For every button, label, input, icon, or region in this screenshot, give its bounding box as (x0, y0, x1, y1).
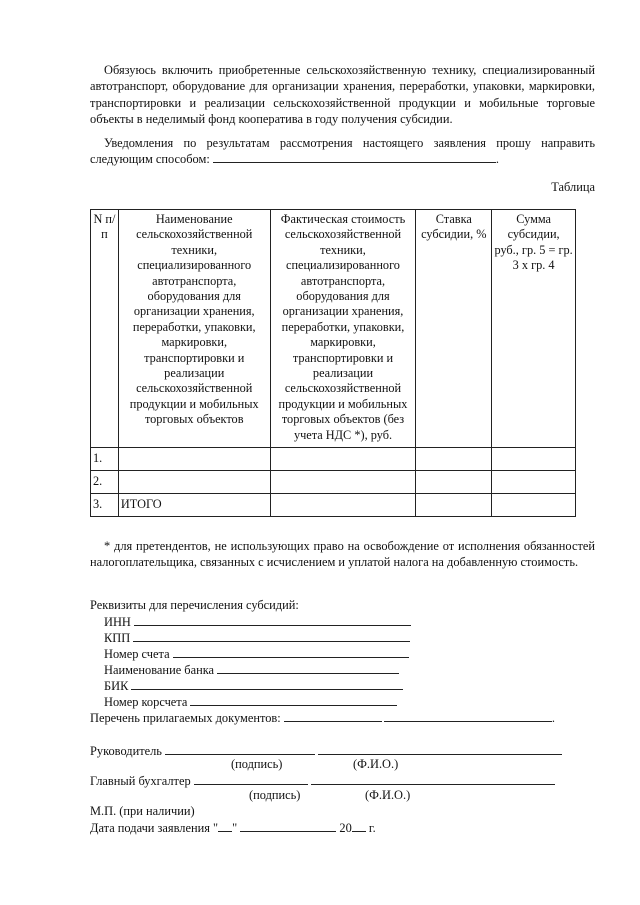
account-field[interactable] (173, 646, 409, 658)
attachments-field[interactable] (284, 710, 382, 722)
date-month-field[interactable] (240, 820, 336, 832)
rate-cell[interactable] (416, 471, 492, 494)
header-cost: Фактическая стоимость сельскохозяйственной техники, специализированного автотранспорта, оборудования для организации хранения, переработки, упаковки, маркировки, транспортировки и реализации сельскохозяйственной продукции и мобильных торговых объектов (без учета НДС *), руб. (270, 210, 416, 448)
kpp-field[interactable] (133, 630, 410, 642)
head-signature-row: Руководитель (90, 743, 562, 759)
requisites-title: Реквизиты для перечисления субсидий: (90, 598, 299, 612)
sign-hint: (подпись) (231, 757, 283, 771)
total-label-cell: ИТОГО (118, 494, 270, 517)
account-row: Номер счета (104, 646, 409, 662)
accountant-name-field[interactable] (311, 773, 555, 785)
notification-method-field[interactable] (213, 151, 496, 163)
sum-cell[interactable] (492, 471, 576, 494)
notification-text: Уведомления по результатам рассмотрения настоящего заявления прошу направить следующим способом: (90, 136, 595, 167)
stamp-label: М.П. (при наличии) (90, 804, 195, 818)
accountant-signature-field[interactable] (194, 773, 308, 785)
name-cell[interactable] (118, 471, 270, 494)
attachments-field-2[interactable] (384, 710, 552, 722)
name-cell[interactable] (118, 448, 270, 471)
head-name-field[interactable] (318, 743, 562, 755)
table-caption: Таблица (551, 180, 595, 194)
table-row: 3. ИТОГО (91, 494, 576, 517)
header-num: N п/п (91, 210, 119, 448)
date-year-field[interactable] (352, 820, 366, 832)
head-signature-field[interactable] (165, 743, 315, 755)
rate-cell[interactable] (416, 448, 492, 471)
cost-cell[interactable] (270, 471, 416, 494)
table-row: 2. (91, 471, 576, 494)
date-day-field[interactable] (218, 820, 232, 832)
commitment-paragraph (90, 62, 595, 127)
bank-field[interactable] (217, 662, 399, 674)
rate-cell[interactable] (416, 494, 492, 517)
subsidy-table (90, 209, 576, 517)
date-row: Дата подачи заявления " " 20 г. (90, 821, 376, 835)
header-name: Наименование сельскохозяйственной техники, специализированного автотранспорта, оборудования для организации хранения, переработки, упаковки, маркировки, транспортировки и реализации сельскохозяйственной продукции и мобильных торговых объектов (118, 210, 270, 448)
inn-row: ИНН (104, 614, 411, 630)
sign-hint: (подпись) (249, 788, 301, 802)
inn-field[interactable] (134, 614, 411, 626)
bank-row: Наименование банка (104, 662, 399, 678)
cost-cell[interactable] (270, 448, 416, 471)
bik-row: БИК (104, 678, 403, 694)
attachments-row: Перечень прилагаемых документов: . (90, 711, 555, 725)
bik-field[interactable] (131, 678, 403, 690)
commitment-text: Обязуюсь включить приобретенные сельскохозяйственную технику, специализированный автотранспорт, оборудование для организации хранения, переработки, упаковки, маркировки, транспортировки и реализации сельскохозяйственной продукции и мобильные торговые объекты в неделимый фонд кооператива в году получения субсидии. (90, 63, 595, 126)
footnote: * для претендентов, не использующих право на освобождение от исполнения обязанностей налогоплательщика, связанных с исчислением и уплатой налога на добавленную стоимость. (90, 539, 595, 570)
cost-cell[interactable] (270, 494, 416, 517)
kpp-row: КПП (104, 630, 410, 646)
table-header-row (91, 210, 576, 448)
header-sum: Сумма субсидии, руб., гр. 5 = гр. 3 x гр. 4 (492, 210, 576, 448)
sum-cell[interactable] (492, 494, 576, 517)
corr-row: Номер корсчета (104, 694, 397, 710)
name-hint: (Ф.И.О.) (353, 757, 399, 771)
header-rate: Ставка субсидии, % (416, 210, 492, 448)
corr-field[interactable] (190, 694, 397, 706)
accountant-signature-row: Главный бухгалтер (90, 773, 555, 789)
name-hint: (Ф.И.О.) (365, 788, 411, 802)
sum-cell[interactable] (492, 448, 576, 471)
table-row: 1. (91, 448, 576, 471)
notification-paragraph: Уведомления по результатам рассмотрения настоящего заявления прошу направить следующим способом: . (90, 136, 595, 167)
